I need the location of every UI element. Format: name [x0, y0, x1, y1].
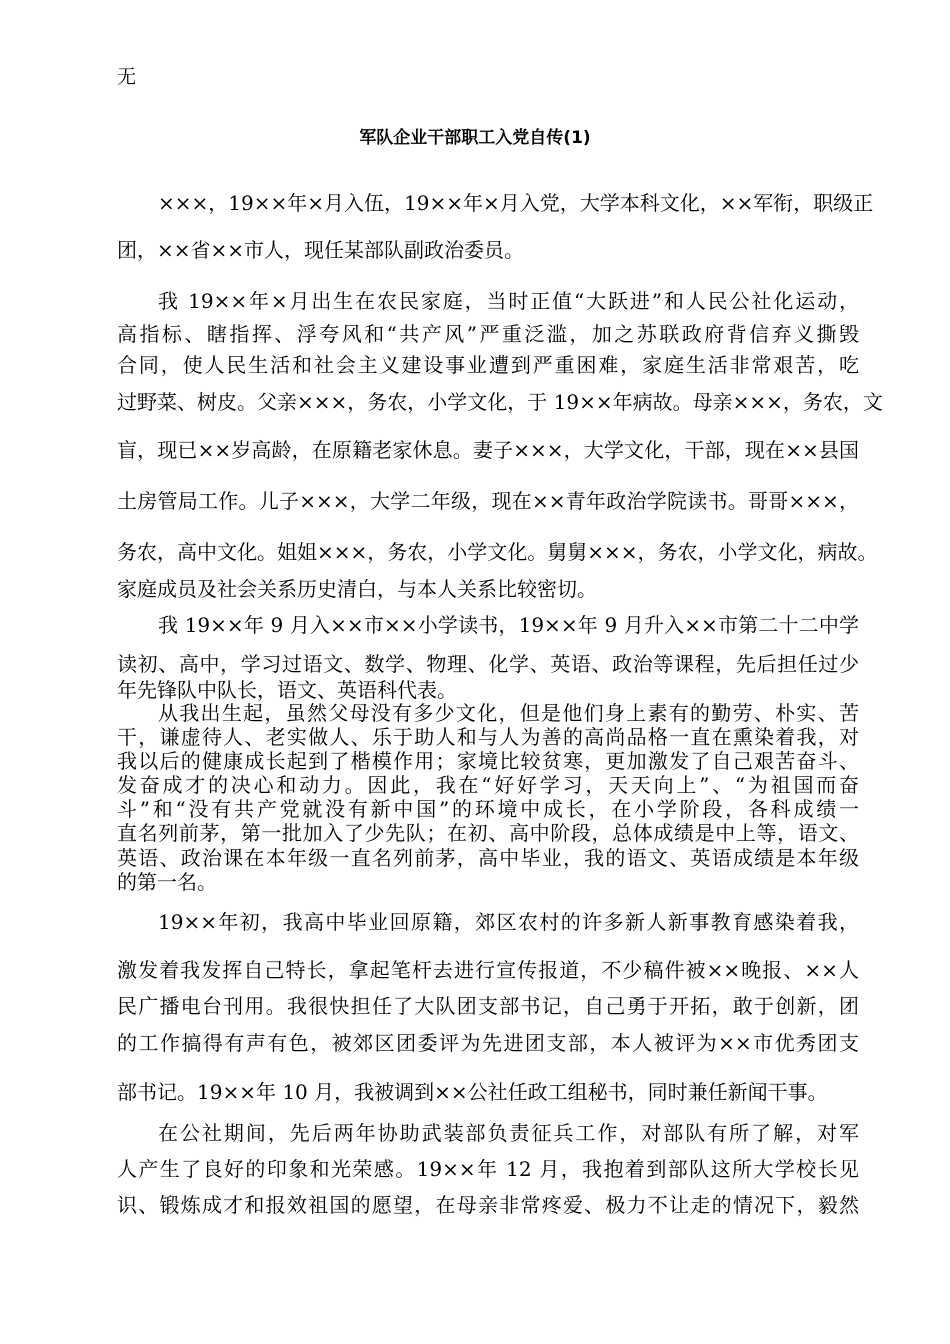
text-line: 英语、政治课在本年级一直名列前茅，高中毕业，我的语文、英语成绩是本年级: [117, 846, 859, 870]
text-line: 务农，高中文化。姐姐×××，务农，小学文化。舅舅×××，务农，小学文化，病故。: [117, 540, 878, 564]
text-line: 我以后的健康成长起到了楷模作用；家境比较贫寒，更加激发了自己艰苦奋斗、: [117, 749, 859, 773]
text-line: 年先锋队中队长，语文、英语科代表。: [117, 678, 457, 702]
text-line: 家庭成员及社会关系历史清白，与本人关系比较密切。: [117, 577, 597, 601]
text-line: 合同，使人民生活和社会主义建设事业遭到严重困难，家庭生活非常艰苦，吃: [117, 353, 859, 377]
text-line: 人产生了良好的印象和光荣感。19××年 12 月，我抱着到部队这所大学校长见: [117, 1157, 859, 1181]
document-title: 军队企业干部职工入党自传(1): [359, 128, 591, 148]
text-line: 在公社期间，先后两年协助武装部负责征兵工作，对部队有所了解，对军: [158, 1121, 859, 1145]
text-line: 的第一名。: [117, 870, 217, 894]
text-line: 过野菜、树皮。父亲×××，务农，小学文化，于 19××年病故。母亲×××，务农，文: [117, 390, 883, 414]
text-line: 读初、高中，学习过语文、数学、物理、化学、英语、政治等课程，先后担任过少: [117, 652, 859, 676]
text-line: 团，××省××市人，现任某部队副政治委员。: [117, 238, 525, 262]
text-line: 发奋成才的决心和动力。因此，我在“好好学习，天天向上”、“为祖国而奋: [117, 773, 859, 797]
text-line: 我 19××年 9 月入××市××小学读书，19××年 9 月升入××市第二十二中学: [158, 613, 859, 637]
text-line: 盲，现已××岁高龄，在原籍老家休息。妻子×××，大学文化，干部，现在××县国: [117, 438, 859, 462]
text-line: 高指标、瞎指挥、浮夸风和“共产风”严重泛滥，加之苏联政府背信弃义撕毁: [117, 322, 859, 346]
text-line: 民广播电台刊用。我很快担任了大队团支部书记，自己勇于开拓，敢于创新，团: [117, 994, 859, 1018]
text-line: 识、锻炼成才和报效祖国的愿望，在母亲非常疼爱、极力不让走的情况下，毅然: [117, 1193, 859, 1217]
header-mark: 无: [117, 66, 137, 88]
text-line: 斗”和“没有共产党就没有新中国”的环境中成长，在小学阶段，各科成绩一: [117, 797, 859, 821]
text-line: 从我出生起，虽然父母没有多少文化，但是他们身上素有的勤劳、朴实、苦: [158, 701, 859, 725]
text-line: 激发着我发挥自己特长，拿起笔杆去进行宣传报道，不少稿件被××晚报、××人: [117, 958, 859, 982]
text-line: 土房管局工作。儿子×××，大学二年级，现在××青年政治学院读书。哥哥×××，: [117, 489, 859, 513]
text-line: 19××年初，我高中毕业回原籍，郊区农村的许多新人新事教育感染着我，: [158, 910, 859, 934]
text-line: 部书记。19××年 10 月，我被调到××公社任政工组秘书，同时兼任新闻干事。: [117, 1080, 828, 1104]
text-line: 干，谦虚待人、老实做人、乐于助人和与人为善的高尚品格一直在熏染着我，对: [117, 725, 859, 749]
text-line: 我 19××年×月出生在农民家庭，当时正值“大跃进”和人民公社化运动，: [158, 289, 859, 313]
text-line: 的工作搞得有声有色，被郊区团委评为先进团支部，本人被评为××市优秀团支: [117, 1031, 859, 1055]
text-line: 直名列前茅，第一批加入了少先队；在初、高中阶段，总体成绩是中上等，语文、: [117, 821, 859, 845]
text-line: ×××，19××年×月入伍，19××年×月入党，大学本科文化，××军衔，职级正: [158, 191, 874, 215]
